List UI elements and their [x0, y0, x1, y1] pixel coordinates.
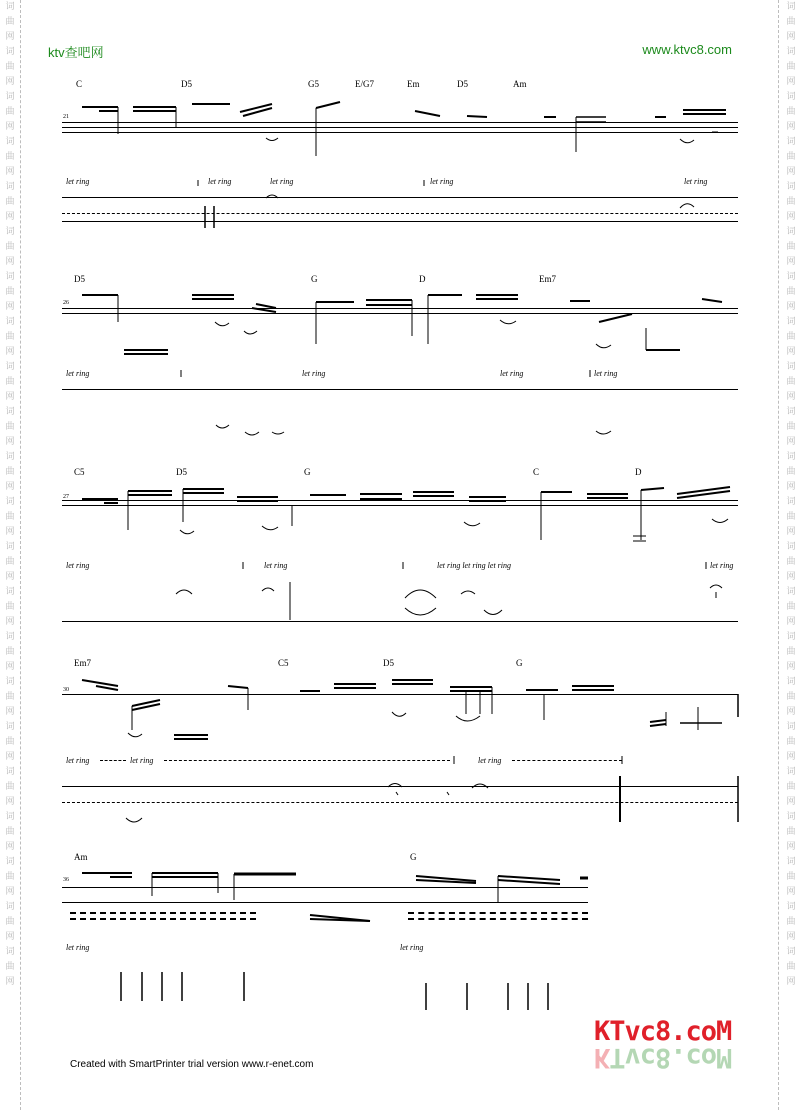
- site-url[interactable]: www.ktvc8.com: [642, 42, 732, 57]
- chord-label: E/G7: [355, 79, 374, 89]
- logo-reflection: KTvc8.coM: [594, 1042, 732, 1073]
- let-ring-marking: let ring: [208, 177, 232, 186]
- measure-number: 21: [63, 114, 69, 120]
- measure-number: 30: [63, 687, 69, 693]
- footer-created-with: Created with SmartPrinter trial version www.r-enet.com: [70, 1059, 314, 1070]
- let-ring-marking: let ring: [66, 561, 90, 570]
- let-ring-marking: let ring: [66, 369, 90, 378]
- let-ring-marking: let ring: [302, 369, 326, 378]
- chord-label: D5: [181, 79, 192, 89]
- let-ring-marking: let ring let ring let ring: [437, 561, 511, 570]
- let-ring-marking: let ring: [270, 177, 294, 186]
- chord-label: C5: [278, 658, 289, 668]
- chord-label: C: [76, 79, 83, 89]
- let-ring-marking: let ring: [430, 177, 454, 186]
- let-ring-marking: let ring: [478, 756, 502, 765]
- chord-label: D: [419, 274, 426, 284]
- right-watermark-strip: 词曲网词曲网词曲网词曲网词曲网词曲网词曲网词曲网词曲网词曲网词曲网词曲网词曲网词曲网词曲网词曲网词曲网词曲网词曲网词曲网词曲网词曲网: [786, 2, 796, 987]
- chord-label: Am: [513, 79, 527, 89]
- measure-number: 36: [63, 877, 69, 883]
- chord-label: G: [516, 658, 523, 668]
- let-ring-marking: let ring: [264, 561, 288, 570]
- chord-label: C: [533, 467, 540, 477]
- let-ring-marking: let ring: [710, 561, 734, 570]
- chord-label: G: [311, 274, 318, 284]
- left-watermark-strip: 词曲网词曲网词曲网词曲网词曲网词曲网词曲网词曲网词曲网词曲网词曲网词曲网词曲网词曲网词曲网词曲网词曲网词曲网词曲网词曲网词曲网词曲网: [5, 2, 15, 987]
- chord-label: C5: [74, 467, 85, 477]
- chord-label: Am: [74, 852, 88, 862]
- chord-label: D5: [176, 467, 187, 477]
- chord-label: G: [410, 852, 417, 862]
- chord-label: D5: [457, 79, 468, 89]
- let-ring-marking: let ring: [400, 943, 424, 952]
- chord-label: G5: [308, 79, 319, 89]
- chord-label: Em7: [74, 658, 91, 668]
- site-name-chinese[interactable]: ktv查吧网: [48, 45, 104, 60]
- let-ring-marking: let ring: [66, 177, 90, 186]
- chord-label: Em7: [539, 274, 556, 284]
- let-ring-marking: let ring: [66, 756, 90, 765]
- measure-number: 27: [63, 494, 69, 500]
- let-ring-marking: let ring: [500, 369, 524, 378]
- measure-number: 26: [63, 300, 69, 306]
- chord-label: D5: [383, 658, 394, 668]
- ktvc8-logo[interactable]: [594, 1016, 744, 1086]
- chord-label: G: [304, 467, 311, 477]
- let-ring-marking: let ring: [594, 369, 618, 378]
- chord-label: Em: [407, 79, 420, 89]
- chord-label: D: [635, 467, 642, 477]
- let-ring-marking: let ring: [684, 177, 708, 186]
- let-ring-marking: let ring: [130, 756, 154, 765]
- logo-text: KTvc8.coM: [594, 1016, 732, 1047]
- let-ring-marking: let ring: [66, 943, 90, 952]
- chord-label: D5: [74, 274, 85, 284]
